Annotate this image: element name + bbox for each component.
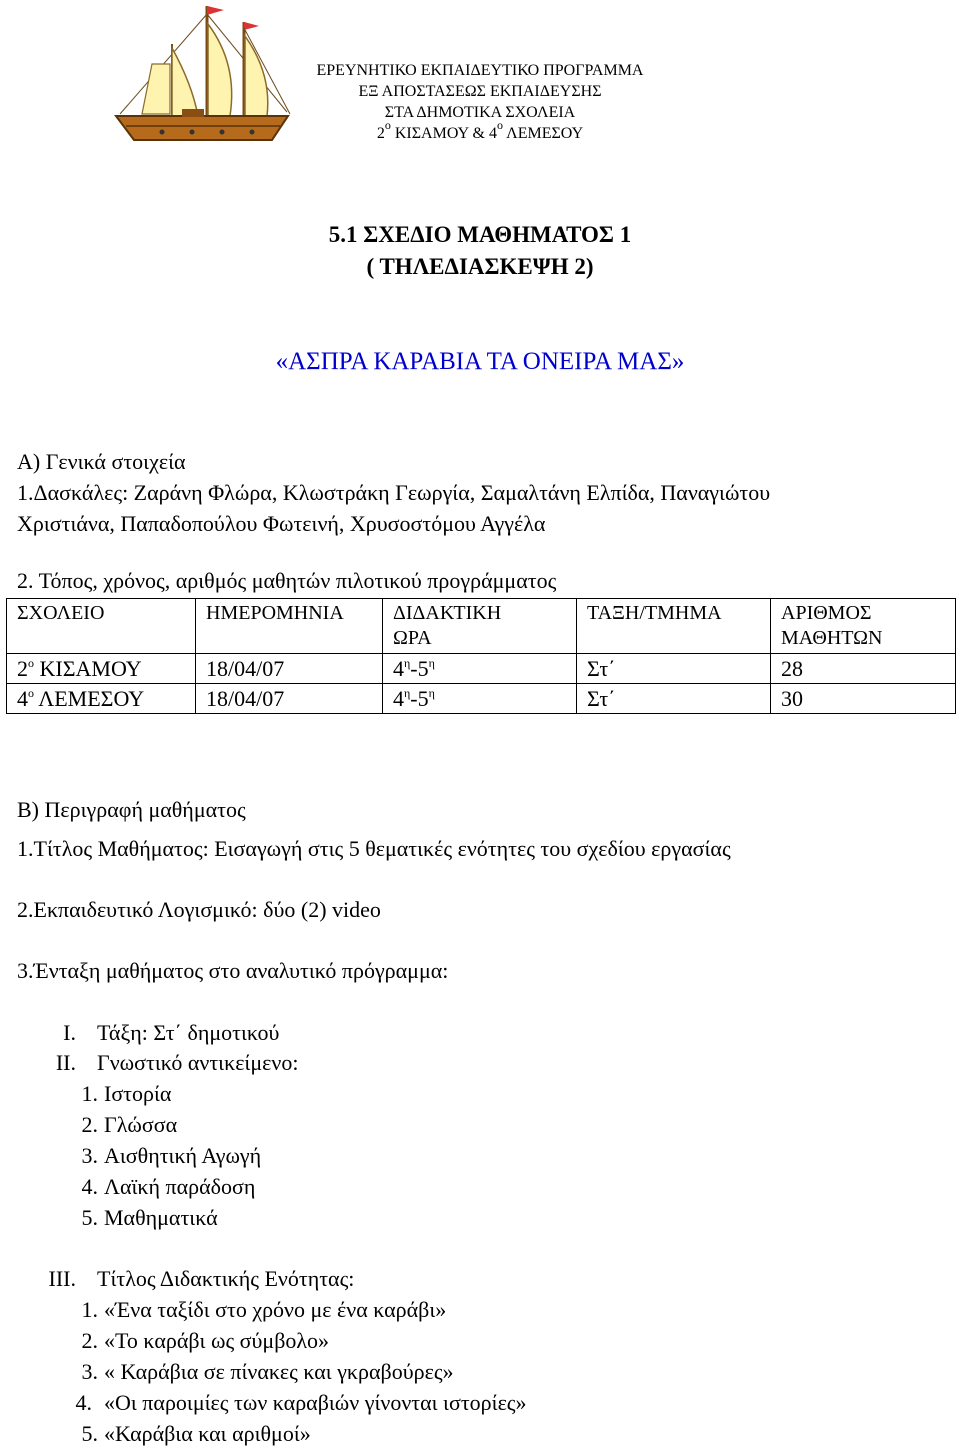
sailing-ship-icon xyxy=(112,4,292,150)
cell-hour: $4^\eta-5^\eta$ xyxy=(383,654,577,684)
list-item: Γλώσσα xyxy=(104,1112,178,1137)
list-item: Λαϊκή παράδοση xyxy=(104,1174,256,1199)
cell-school: $4^o$ ΛΕΜΕΣΟΥ xyxy=(7,684,196,714)
cell-hour: $4^\eta-5^\eta$ xyxy=(383,684,577,714)
header-students: ΑΡΙΘΜΟΣ ΜΑΘΗΤΩΝ xyxy=(771,599,956,654)
table-row xyxy=(7,684,956,714)
cell-students: 28 xyxy=(771,654,956,684)
item-iii-number: III. xyxy=(48,1266,76,1291)
list-item-number: 1. xyxy=(81,1081,98,1106)
section-b-title: Β) Περιγραφή μαθήματος xyxy=(17,797,246,822)
lesson-plan-subheading: ( ΤΗΛΕΔΙΑΣΚΕΨΗ 2) xyxy=(366,254,594,279)
cell-date: 18/04/07 xyxy=(196,684,383,714)
teachers-line-2: Χριστιάνα, Παπαδοπούλου Φωτεινή, Χρυσοστόμου Αγγέλα xyxy=(17,511,546,536)
list-item-number: 5. xyxy=(81,1421,98,1446)
program-line-4: $2^o$ ΚΙΣΑΜΟΥ & $4^o$ ΛΕΜΕΣΟΥ xyxy=(376,118,584,142)
header-school: ΣΧΟΛΕΙΟ xyxy=(7,599,196,654)
list-item: Μαθηματικά xyxy=(104,1205,218,1230)
place-time-heading: 2. Τόπος, χρόνος, αριθμός μαθητών πιλοτικού προγράμματος xyxy=(17,568,557,593)
project-theme-title: «ΑΣΠΡΑ ΚΑΡΑΒΙΑ ΤΑ ΟΝΕΙΡΑ ΜΑΣ» xyxy=(275,348,685,375)
list-item-number: 4. xyxy=(75,1390,92,1415)
list-item: «Οι παροιμίες των καραβιών γίνονται ιστορίες» xyxy=(104,1390,527,1415)
list-item-number: 1. xyxy=(81,1297,98,1322)
list-item: Αισθητική Αγωγή xyxy=(104,1143,262,1168)
list-item: «Καράβια και αριθμοί» xyxy=(104,1421,311,1446)
list-item: « Καράβια σε πίνακες και γκραβούρες» xyxy=(104,1359,454,1384)
software-line: 2.Εκπαιδευτικό Λογισμικό: δύο (2) video xyxy=(17,897,381,922)
list-item: «Ένα ταξίδι στο χρόνο με ένα καράβι» xyxy=(104,1297,447,1322)
teachers-line-1: 1.Δασκάλες: Ζαράνη Φλώρα, Κλωστράκη Γεωργία, Σαμαλτάνη Ελπίδα, Παναγιώτου xyxy=(17,480,771,505)
table-header-row xyxy=(7,599,956,654)
list-item-number: 3. xyxy=(81,1143,98,1168)
lesson-title-line: 1.Τίτλος Μαθήματος: Εισαγωγή στις 5 θεματικές ενότητες του σχεδίου εργασίας xyxy=(17,836,731,861)
program-line-1: ΕΡΕΥΝΗΤΙΚΟ ΕΚΠΑΙΔΕΥΤΙΚΟ ΠΡΟΓΡΑΜΜΑ xyxy=(316,62,644,79)
curriculum-line: 3.Ένταξη μαθήματος στο αναλυτικό πρόγραμμα: xyxy=(17,958,449,983)
cell-students: 30 xyxy=(771,684,956,714)
cell-class: Στ΄ xyxy=(577,654,771,684)
cell-class: Στ΄ xyxy=(577,684,771,714)
item-ii-number: II. xyxy=(55,1050,76,1075)
lesson-plan-heading: 5.1 ΣΧΕΔΙΟ ΜΑΘΗΜΑΤΟΣ 1 xyxy=(328,222,632,247)
item-ii-text: Γνωστικό αντικείμενο: xyxy=(97,1050,299,1075)
schools-table xyxy=(6,598,956,714)
item-i-number: I. xyxy=(63,1020,76,1045)
list-item: Ιστορία xyxy=(104,1081,172,1106)
program-line-3: ΣΤΑ ΔΗΜΟΤΙΚΑ ΣΧΟΛΕΙΑ xyxy=(384,104,576,121)
item-i-text: Τάξη: Στ΄ δημοτικού xyxy=(97,1020,280,1045)
list-item-number: 5. xyxy=(81,1205,98,1230)
list-item: «Το καράβι ως σύμβολο» xyxy=(104,1328,330,1353)
item-iii-text: Τίτλος Διδακτικής Ενότητας: xyxy=(97,1266,355,1291)
table-row xyxy=(7,654,956,684)
cell-date: 18/04/07 xyxy=(196,654,383,684)
list-item-number: 2. xyxy=(81,1328,98,1353)
list-item-number: 4. xyxy=(81,1174,98,1199)
program-line-2: ΕΞ ΑΠΟΣΤΑΣΕΩΣ ΕΚΠΑΙΔΕΥΣΗΣ xyxy=(358,83,602,100)
header-date: ΗΜΕΡΟΜΗΝΙΑ xyxy=(196,599,383,654)
list-item-number: 3. xyxy=(81,1359,98,1384)
program-header xyxy=(290,60,670,144)
cell-school: $2^o$ ΚΙΣΑΜΟΥ xyxy=(7,654,196,684)
header-hour: ΔΙΔΑΚΤΙΚΗ ΩΡΑ xyxy=(383,599,577,654)
section-a-title: Α) Γενικά στοιχεία xyxy=(17,449,186,474)
header-class: ΤΑΞΗ/ΤΜΗΜΑ xyxy=(577,599,771,654)
list-item-number: 2. xyxy=(81,1112,98,1137)
